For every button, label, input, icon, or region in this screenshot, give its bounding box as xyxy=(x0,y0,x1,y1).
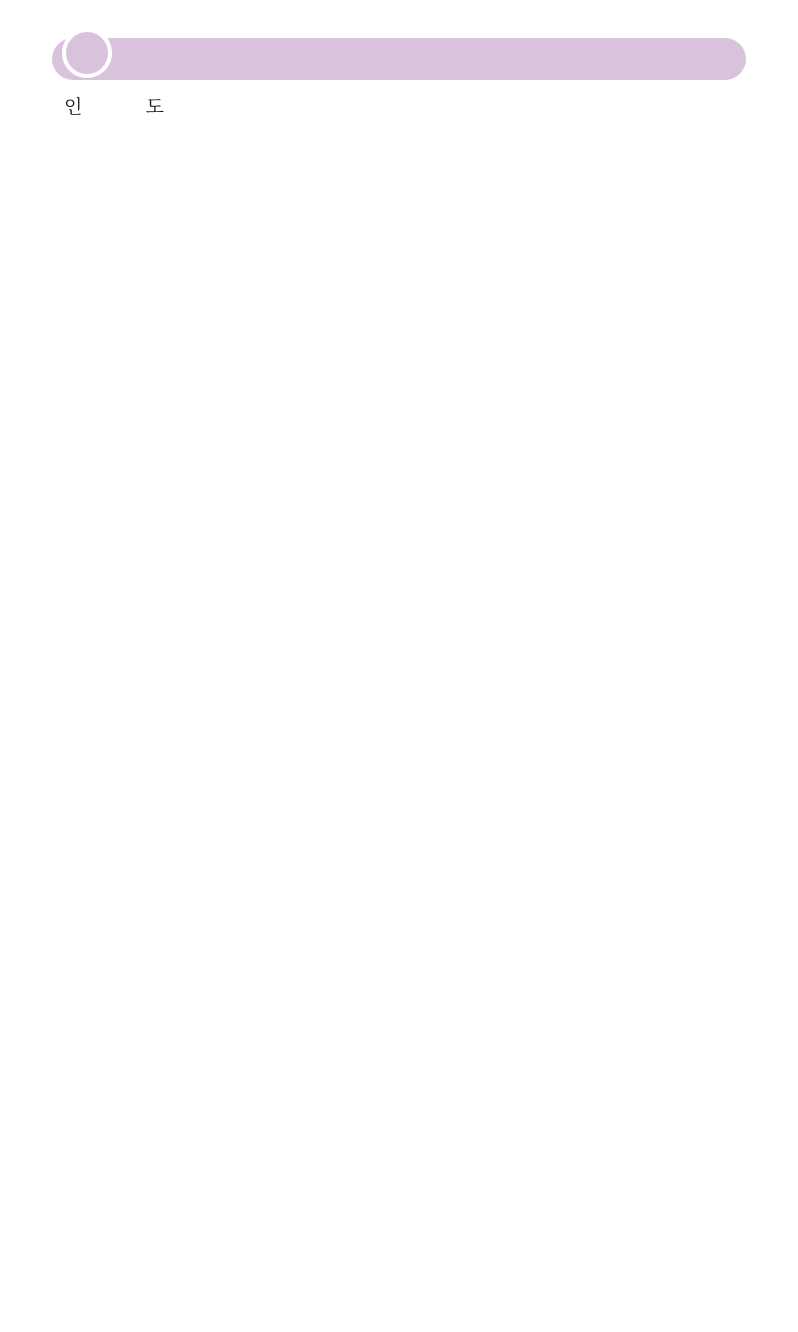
pastor-3 xyxy=(568,96,718,123)
pastor-1 xyxy=(200,96,350,123)
leader-label: 인 도 xyxy=(64,96,164,118)
pastor-2 xyxy=(384,96,534,123)
logo-circle-icon xyxy=(62,28,112,78)
header-banner xyxy=(52,38,746,80)
